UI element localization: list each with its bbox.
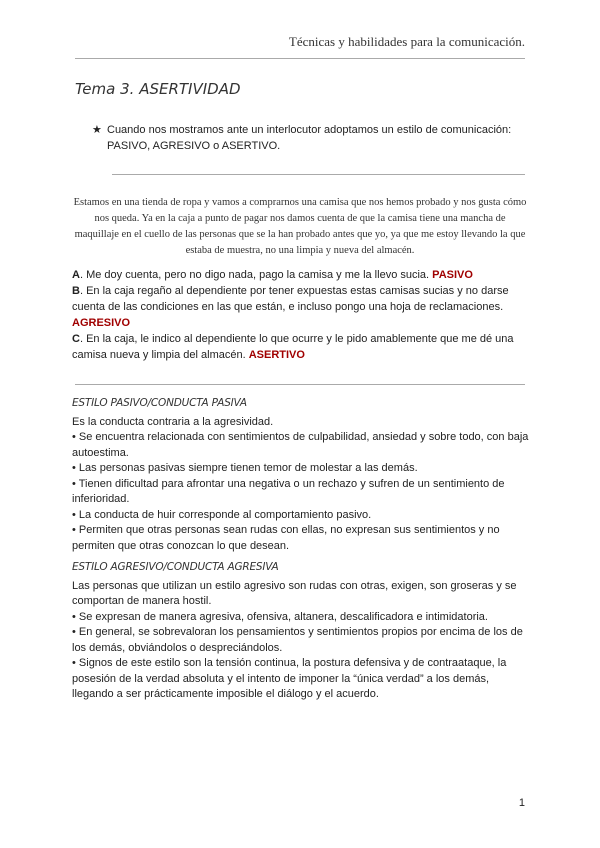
agresivo-section [72, 560, 532, 703]
pasivo-section [72, 396, 532, 554]
option-text: . En la caja, le indico al dependiente lo que ocurre y le pido amablemente que me dé una camisa nueva y limpia del almacén. [72, 333, 514, 361]
paragraph: • Se encuentra relacionada con sentimientos de culpabilidad, ansiedad y sobre todo, con baja autoestima. [72, 431, 529, 459]
page-number: 1 [518, 797, 525, 809]
option-letter: A [72, 269, 80, 281]
option-text: . En la caja regaño al dependiente por tener expuestas estas camisas sucias y no darse cuenta de las condiciones en las que están, e incluso pongo una hoja de reclamaciones. [72, 285, 509, 313]
topic-title: Tema 3. ASERTIVIDAD [75, 80, 241, 98]
intro-text: Cuando nos mostramos ante un interlocutor adoptamos un estilo de comunicación: PASIVO, AGRESIVO o ASERTIVO. [107, 124, 512, 152]
page-header: Técnicas y habilidades para la comunicación. [288, 34, 525, 49]
section-title: ESTILO PASIVO/CONDUCTA PASIVA [72, 397, 247, 409]
paragraph: • La conducta de huir corresponde al comportamiento pasivo. [72, 508, 372, 521]
option-tag: PASIVO [432, 269, 473, 281]
paragraph: • Signos de este estilo son la tensión continua, la postura defensiva y de contraataque, la posesión de la verdad absoluta y el intento de imponer la “única verdad” a los demás, llegando a ser prácticamente imposible el diálogo y el acuerdo. [72, 657, 507, 700]
option-letter: C [72, 333, 80, 345]
paragraph: • Se expresan de manera agresiva, ofensiva, altanera, descalificadora e intimidatoria. [72, 610, 488, 623]
paragraph: • Permiten que otras personas sean rudas con ellas, no expresan sus sentimientos y no permiten que otras conozcan lo que desean. [72, 524, 500, 552]
option-text: . Me doy cuenta, pero no digo nada, pago la camisa y me la llevo sucia. [79, 269, 433, 281]
intro-divider [112, 174, 525, 175]
paragraph: • Las personas pasivas siempre tienen temor de molestar a las demás. [72, 462, 418, 474]
star-icon: ★ [92, 124, 102, 136]
option-c [72, 331, 532, 363]
intro-bullet [92, 122, 532, 154]
paragraph: Las personas que utilizan un estilo agresivo son rudas con otras, exigen, son groseras y se comportan de manera hostil. [72, 579, 517, 607]
option-tag: AGRESIVO [72, 317, 131, 329]
answer-options [72, 267, 532, 363]
scenario-text: Estamos en una tienda de ropa y vamos a comprarnos una camisa que nos hemos probado y nos gusta cómo nos queda. Ya en la caja a punto de pagar nos damos cuenta de que la camisa tiene una mancha de maquillaje en el cuello de las personas que se la han probado antes que yo, ya que me estoy llevando la que estaba de muestra, no una limpia y nueva del almacén. [73, 197, 527, 256]
paragraph: Es la conducta contraria a la agresividad. [72, 415, 274, 428]
option-b [72, 283, 532, 331]
option-a [72, 267, 532, 283]
paragraph: • Tienen dificultad para afrontar una negativa o un rechazo y sufren de un sentimiento de inferioridad. [72, 477, 505, 505]
header-divider [75, 58, 525, 59]
option-letter: B [72, 285, 80, 297]
section-divider [75, 384, 525, 385]
section-title: ESTILO AGRESIVO/CONDUCTA AGRESIVA [72, 561, 279, 573]
option-tag: ASERTIVO [248, 349, 305, 361]
paragraph: • En general, se sobrevaloran los pensamientos y sentimientos propios por encima de los de los demás, obviándolos o despreciándolos. [72, 626, 523, 654]
